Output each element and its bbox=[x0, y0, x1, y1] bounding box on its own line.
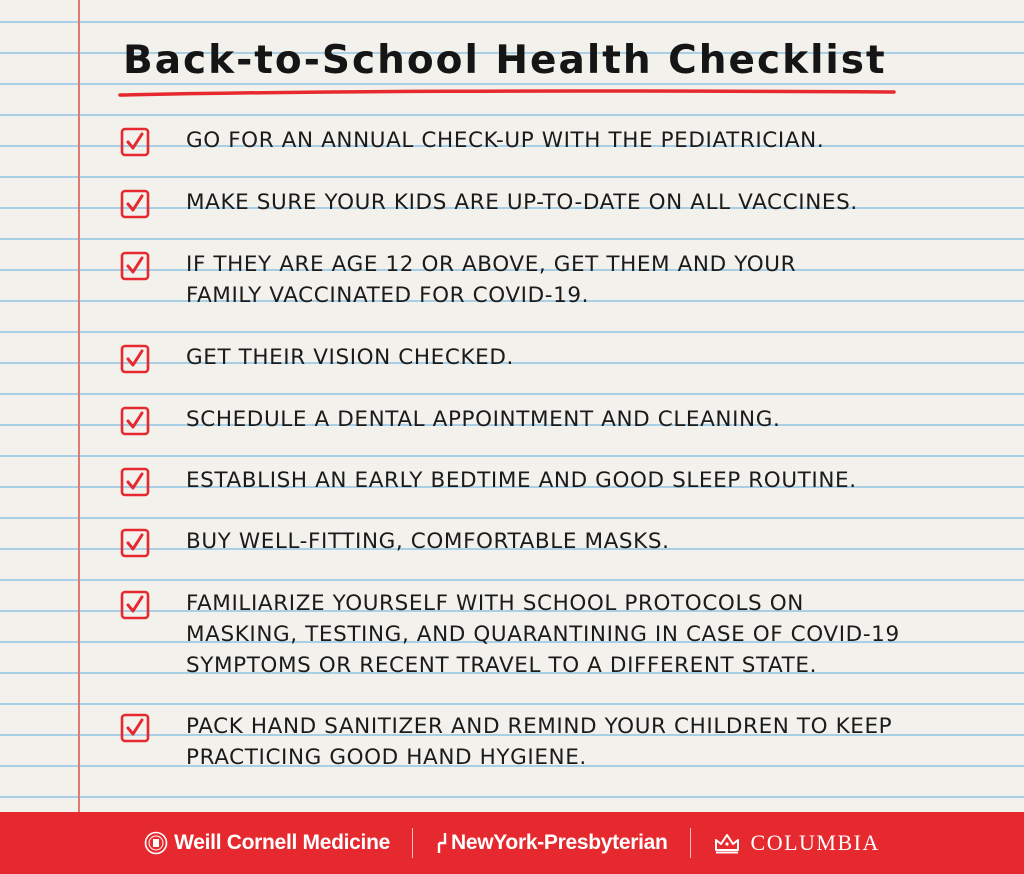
checklist-item bbox=[120, 465, 1016, 497]
crown-icon bbox=[713, 832, 741, 854]
checklist-item-text: IF THEY ARE AGE 12 OR ABOVE, GET THEM AND YOUR FAMILY VACCINATED FOR COVID-19. bbox=[186, 252, 797, 308]
checklist-item bbox=[120, 125, 1016, 157]
checkmark-box-icon bbox=[120, 189, 150, 219]
checklist-item-text: ESTABLISH AN EARLY BEDTIME AND GOOD SLEEP ROUTINE. bbox=[186, 468, 857, 493]
footer-divider bbox=[690, 828, 691, 858]
checklist-item-text: GO FOR AN ANNUAL CHECK-UP WITH THE PEDIATRICIAN. bbox=[186, 128, 825, 153]
newyork-presbyterian-name: NewYork-Presbyterian bbox=[451, 831, 668, 854]
checkmark-box-icon bbox=[120, 713, 150, 743]
page-title: Back-to-School Health Checklist bbox=[123, 38, 887, 83]
checklist-item-text: GET THEIR VISION CHECKED. bbox=[186, 345, 514, 370]
checklist-item-text: PACK HAND SANITIZER AND REMIND YOUR CHILDREN TO KEEP PRACTICING GOOD HAND HYGIENE. bbox=[186, 714, 893, 770]
nyp-mark-icon bbox=[435, 830, 449, 856]
checklist-item-text: SCHEDULE A DENTAL APPOINTMENT AND CLEANING. bbox=[186, 407, 781, 432]
checklist-item bbox=[120, 526, 1016, 558]
checklist-item bbox=[120, 342, 1016, 374]
checkmark-box-icon bbox=[120, 467, 150, 497]
checklist-item-text: BUY WELL-FITTING, COMFORTABLE MASKS. bbox=[186, 529, 670, 554]
checklist-item bbox=[120, 711, 1016, 773]
footer-logo-bar bbox=[0, 812, 1024, 874]
checkmark-box-icon bbox=[120, 406, 150, 436]
weill-cornell-name: Weill Cornell Medicine bbox=[174, 831, 390, 854]
weill-cornell-logo bbox=[144, 831, 390, 855]
seal-icon bbox=[144, 831, 168, 855]
checklist-item bbox=[120, 588, 1016, 681]
checklist-item-text: FAMILIARIZE YOURSELF WITH SCHOOL PROTOCOLS ON MASKING, TESTING, AND QUARANTINING IN CASE OF COVID-19 SYMPTOMS OR RECENT TRAVEL TO A DIFFERENT STATE. bbox=[186, 591, 900, 678]
checkmark-box-icon bbox=[120, 528, 150, 558]
checkmark-box-icon bbox=[120, 344, 150, 374]
checkmark-box-icon bbox=[120, 590, 150, 620]
columbia-logo bbox=[713, 830, 880, 856]
checklist-item bbox=[120, 249, 1016, 311]
checklist-item-text: MAKE SURE YOUR KIDS ARE UP-TO-DATE ON ALL VACCINES. bbox=[186, 190, 858, 215]
footer-divider bbox=[412, 828, 413, 858]
columbia-name: COLUMBIA bbox=[750, 830, 880, 855]
checklist-item bbox=[120, 187, 1016, 219]
checklist-item bbox=[120, 404, 1016, 436]
checkmark-box-icon bbox=[120, 127, 150, 157]
checkmark-box-icon bbox=[120, 251, 150, 281]
newyork-presbyterian-logo bbox=[435, 830, 668, 856]
